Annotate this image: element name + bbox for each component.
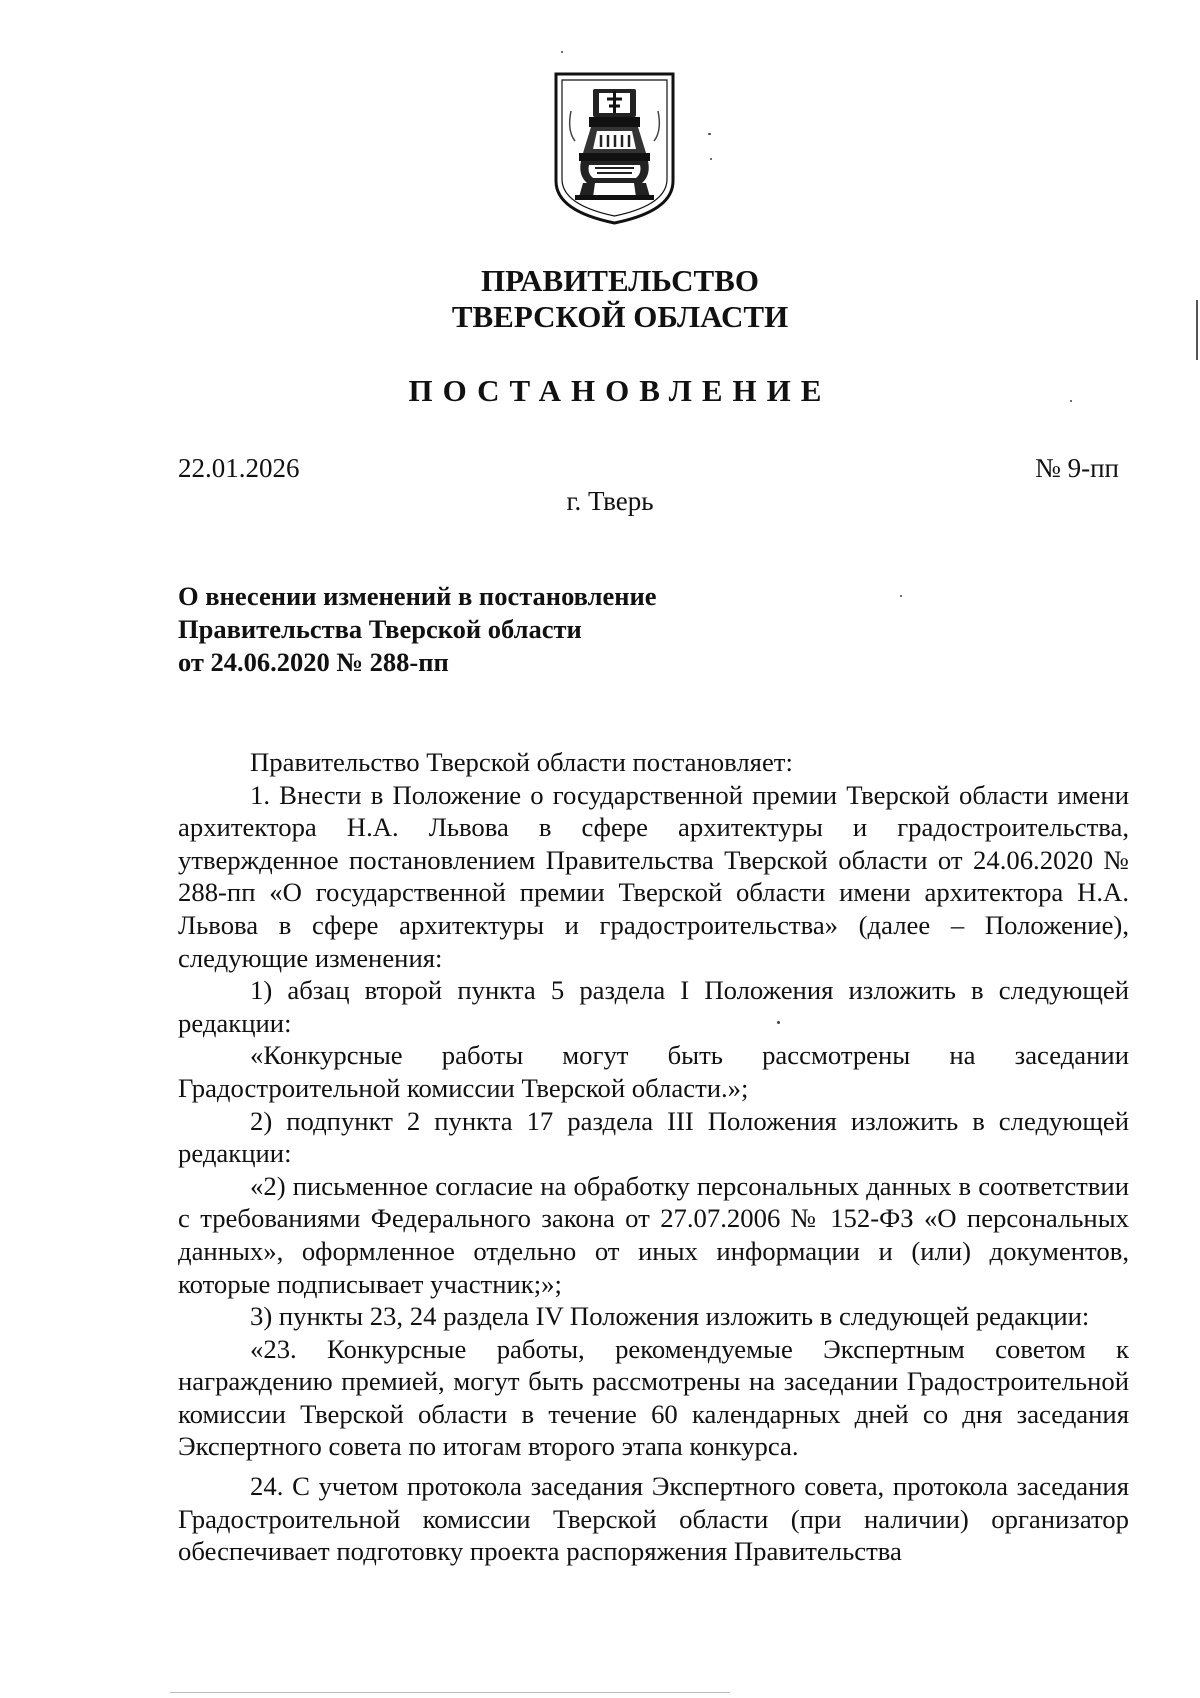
document-date: 22.01.2026 (178, 453, 300, 483)
document-title-line-3: от 24.06.2020 № 288-пп (178, 647, 449, 677)
body-paragraph-subitem-3: 3) пункты 23, 24 раздела IV Положения изложить в следующей редакции: (250, 1301, 1090, 1332)
document-type-heading: ПОСТАНОВЛЕНИЕ (408, 373, 832, 408)
scan-edge-line (170, 1692, 730, 1693)
scan-speck (561, 51, 563, 53)
scan-speck (1070, 400, 1072, 402)
document-number: № 9-пп (1035, 453, 1119, 483)
document-title-line-2: Правительства Тверской области (178, 614, 582, 644)
body-paragraph-quote-23: «23. Конкурсные работы, рекомендуемые Экспертным советом к награждению премией, могут быть рассмотрены на заседании Градостроительной комиссии Тверской области в течение 60 календарных дней со дня заседания Экспертного совета по итогам второго этапа конкурса. (178, 1333, 1129, 1462)
scan-speck (710, 158, 712, 160)
body-paragraph-item-1: 1. Внести в Положение о государственной премии Тверской области имени архитектора Н.А. Львова в сфере архитектуры и градостроительства, утвержденное постановлением Правительства Тверской области от 24.06.2020 № 288-пп «О государственной премии Тверской области имени архитектора Н.А. Львова в сфере архитектуры и градостроительства» (далее – Положение), следующие изменения: (178, 779, 1129, 973)
document-body (178, 746, 1129, 1568)
document-title (178, 580, 657, 679)
body-paragraph-quote-24: 24. С учетом протокола заседания Экспертного совета, протокола заседания Градостроительной комиссии Тверской области (при наличии) организатор обеспечивает подготовку проекта распоряжения Правительства (178, 1471, 1129, 1567)
body-paragraph-intro: Правительство Тверской области постановляет: (250, 747, 793, 777)
body-paragraph-quote-2: «2) письменное согласие на обработку персональных данных в соответствии с требованиями Федерального закона от 27.07.2006 № 152-ФЗ «О персональных данных», оформленное отдельно от иных информации и (или) документов, которые подписывает участник;»; (178, 1170, 1129, 1299)
document-title-line-1: О внесении изменений в постановление (178, 581, 657, 611)
body-paragraph-subitem-1: 1) абзац второй пункта 5 раздела I Положения изложить в следующей редакции: (178, 975, 1129, 1038)
body-paragraph-subitem-2: 2) подпункт 2 пункта 17 раздела III Положения изложить в следующей редакции: (178, 1105, 1129, 1169)
document-city: г. Тверь (566, 486, 654, 516)
organization-name-line-2: ТВЕРСКОЙ ОБЛАСТИ (451, 299, 789, 334)
organization-name-line-1: ПРАВИТЕЛЬСТВО (481, 263, 759, 298)
scan-speck (777, 1021, 780, 1024)
coat-of-arms-emblem (553, 71, 676, 226)
scan-edge-line (1196, 300, 1198, 360)
scan-speck (900, 595, 902, 597)
scan-speck (708, 133, 711, 135)
body-paragraph-quote-1: «Конкурсные работы могут быть рассмотрены на заседании Градостроительной комиссии Тверской области.»; (178, 1040, 1129, 1103)
